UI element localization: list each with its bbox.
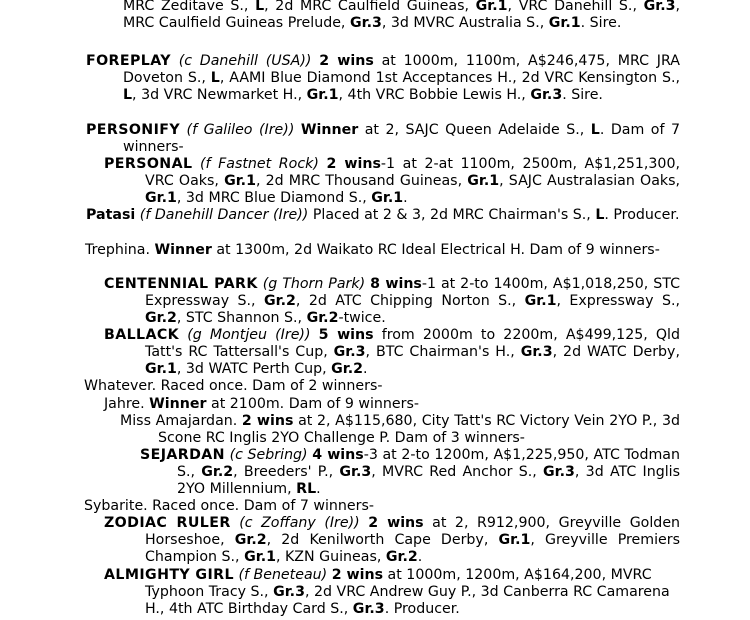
entry-miss-amajardan bbox=[120, 413, 680, 447]
bold-text: Gr.3 bbox=[543, 464, 575, 481]
bold-text: Gr.2 bbox=[145, 310, 177, 327]
parentage: (f Fastnet Rock) bbox=[199, 156, 319, 172]
entry-patasi bbox=[86, 207, 680, 224]
entry-eclipse-continuation bbox=[123, 0, 680, 32]
parentage: (g Thorn Park) bbox=[262, 276, 366, 292]
bold-text: L bbox=[255, 0, 265, 14]
bold-text: Gr.3 bbox=[520, 344, 553, 361]
bold-text: Gr.3 bbox=[530, 87, 563, 104]
bold-text: L bbox=[123, 87, 133, 104]
entry-text: , 2d WATC Derby, bbox=[552, 344, 680, 361]
entry-text: Miss Amajardan. bbox=[120, 413, 242, 429]
entry-text: , Breeders' P., bbox=[233, 464, 340, 481]
entry-sybarite bbox=[84, 498, 680, 515]
entry-text bbox=[179, 327, 187, 343]
bold-text: RL bbox=[296, 481, 317, 498]
entry-text: , 2d ATC Chipping Norton S., bbox=[295, 293, 525, 310]
entry-trephina bbox=[85, 242, 680, 259]
entry-text: . bbox=[316, 481, 321, 498]
entry-text: . Dam of 7 winners- bbox=[123, 122, 681, 156]
entry-text: , 3d WATC Perth Cup, bbox=[176, 361, 332, 378]
parentage: (f Beneteau) bbox=[238, 567, 328, 583]
entry-text: -1 at 2-at 1100m, 2500m, A$1,251,300, VRC Oaks, bbox=[145, 156, 680, 190]
horse-name: BALLACK bbox=[104, 327, 180, 343]
entry-text: , Expressway S., bbox=[556, 293, 680, 310]
entry-text: , 3d MRC Blue Diamond S., bbox=[176, 190, 372, 207]
entry-jahre bbox=[104, 396, 680, 413]
bold-text: Winner bbox=[154, 242, 212, 258]
entry-text: -twice. bbox=[338, 310, 386, 327]
entry-text: , 2d Kenilworth Cape Derby, bbox=[266, 532, 499, 549]
entry-whatever bbox=[84, 378, 680, 395]
entry-text: , 2d VRC Andrew Guy P., 3d Canberra RC Camarena H., 4th ATC Birthday Card S., bbox=[145, 584, 670, 618]
entry-text: . Producer. bbox=[604, 207, 680, 223]
horse-name: PERSONAL bbox=[104, 156, 193, 172]
horse-name: FOREPLAY bbox=[86, 53, 171, 69]
bold-text: Gr.1 bbox=[467, 173, 500, 190]
parentage: (f Galileo (Ire)) bbox=[186, 122, 295, 138]
entry-text: . Sire. bbox=[562, 87, 603, 104]
bold-text: L bbox=[210, 70, 220, 87]
entry-text: -3 at 2-to 1200m, A$1,225,950, ATC Todman S., bbox=[177, 447, 680, 481]
bold-text: Gr.1 bbox=[224, 173, 256, 190]
horse-name: SEJARDAN bbox=[140, 447, 225, 463]
bold-text: Gr.2 bbox=[385, 549, 418, 566]
horse-name: CENTENNIAL PARK bbox=[104, 276, 258, 292]
entry-text: , VRC Danehill S., bbox=[507, 0, 644, 14]
entry-text: at 1000m, 1100m, A$246,475, MRC JRA Doveton S., bbox=[123, 53, 680, 87]
entry-text bbox=[171, 53, 179, 69]
entry-text: at 2, A$115,680, City Tatt's RC Victory Vein 2YO P., 3d Scone RC Inglis 2YO Challenge P. Dam of 3 winners- bbox=[158, 413, 680, 447]
entry-text: Placed at 2 & 3, 2d MRC Chairman's S., bbox=[308, 207, 596, 223]
entry-text: . bbox=[417, 549, 423, 566]
entry-text: -1 at 2-to 1400m, A$1,018,250, STC Expressway S., bbox=[145, 276, 681, 310]
bold-text: Gr.1 bbox=[306, 87, 339, 104]
entry-text: , 3d MVRC Australia S., bbox=[381, 15, 549, 32]
bold-text: Gr.3 bbox=[273, 584, 305, 601]
bold-text: L bbox=[595, 207, 605, 223]
entry-text: from 2000m to 2200m, A$499,125, Qld Tatt's RC Tattersall's Cup, bbox=[145, 327, 681, 361]
entry-zodiac-ruler bbox=[104, 515, 681, 567]
bold-text: Gr.3 bbox=[643, 0, 676, 14]
bold-text: Gr.1 bbox=[244, 549, 276, 566]
entry-text bbox=[360, 515, 369, 531]
entry-text: at 1300m, 2d Waikato RC Ideal Electrical H. Dam of 9 winners- bbox=[211, 242, 660, 258]
entry-text: , 4th VRC Bobbie Lewis H., bbox=[338, 87, 531, 104]
entry-text: , 2d MRC Caulfield Guineas, bbox=[264, 0, 476, 14]
horse-name: ALMIGHTY GIRL bbox=[104, 567, 234, 583]
entry-text: Sybarite. Raced once. Dam of 7 winners- bbox=[84, 498, 374, 514]
bold-text: Gr.2 bbox=[331, 361, 364, 378]
bold-text: 2 wins bbox=[319, 53, 374, 69]
bold-text: Gr.2 bbox=[201, 464, 234, 481]
bold-text: 2 wins bbox=[331, 567, 384, 583]
bold-text: 4 wins bbox=[312, 447, 364, 463]
entry-text: , AAMI Blue Diamond 1st Acceptances H., 2d VRC Kensington S., bbox=[219, 70, 681, 87]
entry-text: . bbox=[403, 190, 408, 207]
entry-text: , BTC Chairman's H., bbox=[365, 344, 521, 361]
entry-text bbox=[231, 515, 240, 531]
bold-text: Gr.1 bbox=[145, 361, 177, 378]
bold-text: 8 wins bbox=[370, 276, 422, 292]
horse-name: PERSONIFY bbox=[86, 122, 181, 138]
bold-text: Gr.3 bbox=[349, 15, 382, 32]
entry-text bbox=[192, 156, 200, 172]
bold-text: Gr.3 bbox=[339, 464, 372, 481]
entry-almighty-girl bbox=[104, 567, 680, 619]
entry-text bbox=[311, 327, 319, 343]
bold-text: 2 wins bbox=[241, 413, 294, 429]
bold-text: Winner bbox=[300, 122, 359, 138]
entry-text: , 3d ATC Inglis 2YO Millennium, bbox=[177, 464, 680, 498]
bold-text: Gr.1 bbox=[475, 0, 508, 14]
entry-text: , 2d MRC Thousand Guineas, bbox=[255, 173, 468, 190]
entry-text: . Sire. bbox=[580, 15, 622, 32]
parentage: (g Montjeu (Ire)) bbox=[187, 327, 311, 343]
bold-text: 2 wins bbox=[368, 515, 424, 531]
entry-text: Trephina. bbox=[85, 242, 155, 258]
horse-name: ZODIAC RULER bbox=[104, 515, 231, 531]
entry-text: , 3d VRC Newmarket H., bbox=[132, 87, 307, 104]
entry-personify bbox=[86, 122, 681, 156]
bold-text: Gr.1 bbox=[498, 532, 531, 549]
entry-text: , Greyville Premiers Champion S., bbox=[145, 532, 680, 566]
bold-text: 5 wins bbox=[318, 327, 374, 343]
parentage: (c Zoffany (Ire)) bbox=[239, 515, 360, 531]
parentage: (f Danehill Dancer (Ire)) bbox=[139, 207, 309, 223]
entry-text: MRC Zeditave S., bbox=[123, 0, 256, 14]
entry-text: , MVRC Red Anchor S., bbox=[371, 464, 544, 481]
bold-text: Gr.1 bbox=[548, 15, 581, 32]
parentage: (c Sebring) bbox=[229, 447, 308, 463]
bold-text: L bbox=[590, 122, 600, 138]
bold-text: Gr.1 bbox=[524, 293, 557, 310]
entry-text: at 2100m. Dam of 9 winners- bbox=[206, 396, 419, 412]
bold-text: Gr.2 bbox=[234, 532, 267, 549]
bold-text: Gr.3 bbox=[333, 344, 366, 361]
bold-text: Gr.1 bbox=[371, 190, 404, 207]
entry-foreplay bbox=[86, 53, 681, 105]
entry-text: , STC Shannon S., bbox=[176, 310, 307, 327]
entry-text: Jahre. bbox=[104, 396, 150, 412]
entry-text: , SAJC Australasian Oaks, bbox=[499, 173, 681, 190]
horse-name: Patasi bbox=[86, 207, 136, 223]
bold-text: Gr.2 bbox=[306, 310, 339, 327]
entry-personal bbox=[104, 156, 681, 208]
entry-text: Whatever. Raced once. Dam of 2 winners- bbox=[84, 378, 383, 394]
entry-text: at 2, SAJC Queen Adelaide S., bbox=[358, 122, 591, 138]
entry-text: , MRC Caulfield Guineas Prelude, bbox=[123, 0, 681, 32]
bold-text: Winner bbox=[149, 396, 207, 412]
bold-text: Gr.1 bbox=[145, 190, 177, 207]
entry-text: . Producer. bbox=[384, 601, 460, 618]
entry-centennial-park bbox=[104, 276, 681, 328]
entry-text: at 2, R912,900, Greyville Golden Horseshoe, bbox=[145, 515, 681, 549]
entry-text: , KZN Guineas, bbox=[275, 549, 386, 566]
entry-ballack bbox=[104, 327, 681, 379]
entry-text: . bbox=[363, 361, 368, 378]
bold-text: Gr.3 bbox=[352, 601, 385, 618]
bold-text: Gr.2 bbox=[264, 293, 296, 310]
entry-sejardan bbox=[140, 447, 680, 499]
bold-text: 2 wins bbox=[326, 156, 381, 172]
parentage: (c Danehill (USA)) bbox=[178, 53, 312, 69]
entry-text: at 1000m, 1200m, A$164,200, MVRC Typhoon Tracy S., bbox=[145, 567, 652, 601]
